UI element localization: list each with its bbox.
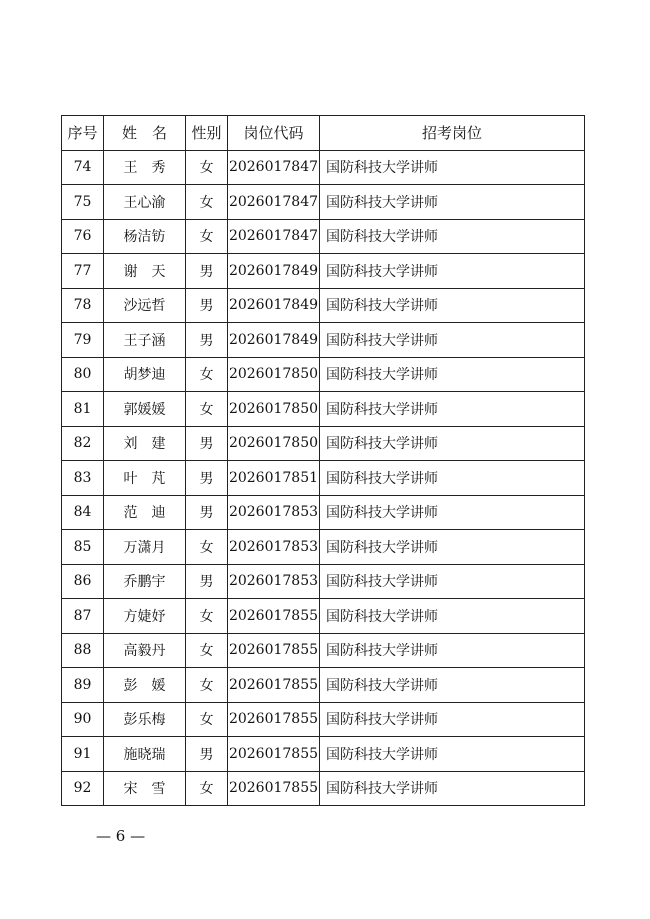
cell-code: 2026017847 — [228, 185, 320, 220]
header-name: 姓 名 — [104, 116, 186, 151]
cell-name: 叶 芃 — [104, 461, 186, 496]
cell-name: 谢 天 — [104, 254, 186, 289]
table-row — [62, 668, 585, 703]
header-index: 序号 — [62, 116, 104, 151]
candidate-table — [61, 115, 585, 806]
table-row — [62, 185, 585, 220]
cell-index: 83 — [62, 461, 104, 496]
cell-gender: 女 — [186, 392, 228, 427]
table-row — [62, 323, 585, 358]
cell-code: 2026017855 — [228, 599, 320, 634]
cell-position: 国防科技大学讲师 — [320, 495, 585, 530]
cell-code: 2026017855 — [228, 668, 320, 703]
cell-position: 国防科技大学讲师 — [320, 219, 585, 254]
cell-gender: 女 — [186, 185, 228, 220]
table-row — [62, 392, 585, 427]
cell-code: 2026017847 — [228, 150, 320, 185]
cell-code: 2026017855 — [228, 633, 320, 668]
cell-code: 2026017849 — [228, 254, 320, 289]
cell-position: 国防科技大学讲师 — [320, 599, 585, 634]
cell-index: 75 — [62, 185, 104, 220]
cell-name: 胡梦迪 — [104, 357, 186, 392]
header-row — [62, 116, 585, 151]
cell-code: 2026017853 — [228, 530, 320, 565]
cell-gender: 男 — [186, 323, 228, 358]
cell-position: 国防科技大学讲师 — [320, 254, 585, 289]
table-row — [62, 150, 585, 185]
cell-name: 方婕妤 — [104, 599, 186, 634]
cell-index: 80 — [62, 357, 104, 392]
cell-gender: 男 — [186, 426, 228, 461]
cell-gender: 女 — [186, 357, 228, 392]
cell-name: 乔鹏宇 — [104, 564, 186, 599]
cell-name: 郭媛媛 — [104, 392, 186, 427]
cell-position: 国防科技大学讲师 — [320, 150, 585, 185]
cell-code: 2026017855 — [228, 702, 320, 737]
cell-name: 宋 雪 — [104, 771, 186, 806]
cell-gender: 女 — [186, 702, 228, 737]
cell-index: 90 — [62, 702, 104, 737]
header-gender: 性别 — [186, 116, 228, 151]
cell-gender: 男 — [186, 495, 228, 530]
cell-position: 国防科技大学讲师 — [320, 185, 585, 220]
cell-name: 杨洁钫 — [104, 219, 186, 254]
table-row — [62, 771, 585, 806]
cell-gender: 男 — [186, 737, 228, 772]
table-row — [62, 737, 585, 772]
table-row — [62, 288, 585, 323]
cell-index: 86 — [62, 564, 104, 599]
table-row — [62, 426, 585, 461]
cell-name: 万潇月 — [104, 530, 186, 565]
cell-code: 2026017850 — [228, 426, 320, 461]
cell-name: 范 迪 — [104, 495, 186, 530]
cell-index: 74 — [62, 150, 104, 185]
header-code: 岗位代码 — [228, 116, 320, 151]
cell-position: 国防科技大学讲师 — [320, 357, 585, 392]
cell-name: 彭 媛 — [104, 668, 186, 703]
cell-index: 92 — [62, 771, 104, 806]
table-row — [62, 219, 585, 254]
cell-code: 2026017849 — [228, 288, 320, 323]
cell-gender: 女 — [186, 150, 228, 185]
cell-position: 国防科技大学讲师 — [320, 426, 585, 461]
cell-code: 2026017847 — [228, 219, 320, 254]
cell-code: 2026017850 — [228, 357, 320, 392]
table-row — [62, 702, 585, 737]
table-row — [62, 461, 585, 496]
table-body — [62, 150, 585, 806]
table-row — [62, 599, 585, 634]
cell-position: 国防科技大学讲师 — [320, 668, 585, 703]
cell-gender: 女 — [186, 668, 228, 703]
cell-index: 76 — [62, 219, 104, 254]
cell-name: 彭乐梅 — [104, 702, 186, 737]
cell-index: 91 — [62, 737, 104, 772]
cell-gender: 男 — [186, 461, 228, 496]
cell-gender: 男 — [186, 288, 228, 323]
cell-code: 2026017850 — [228, 392, 320, 427]
cell-position: 国防科技大学讲师 — [320, 530, 585, 565]
cell-gender: 男 — [186, 564, 228, 599]
cell-code: 2026017855 — [228, 737, 320, 772]
cell-index: 78 — [62, 288, 104, 323]
cell-index: 87 — [62, 599, 104, 634]
cell-position: 国防科技大学讲师 — [320, 392, 585, 427]
table-header — [62, 116, 585, 151]
cell-index: 79 — [62, 323, 104, 358]
table-row — [62, 633, 585, 668]
table-row — [62, 564, 585, 599]
cell-position: 国防科技大学讲师 — [320, 702, 585, 737]
cell-code: 2026017849 — [228, 323, 320, 358]
header-position: 招考岗位 — [320, 116, 585, 151]
cell-index: 82 — [62, 426, 104, 461]
table-row — [62, 530, 585, 565]
cell-index: 89 — [62, 668, 104, 703]
table-row — [62, 495, 585, 530]
cell-position: 国防科技大学讲师 — [320, 771, 585, 806]
cell-name: 王心渝 — [104, 185, 186, 220]
cell-position: 国防科技大学讲师 — [320, 461, 585, 496]
cell-name: 施晓瑞 — [104, 737, 186, 772]
table-row — [62, 254, 585, 289]
cell-index: 84 — [62, 495, 104, 530]
cell-code: 2026017853 — [228, 564, 320, 599]
cell-position: 国防科技大学讲师 — [320, 288, 585, 323]
cell-name: 王 秀 — [104, 150, 186, 185]
cell-index: 85 — [62, 530, 104, 565]
cell-position: 国防科技大学讲师 — [320, 633, 585, 668]
cell-gender: 女 — [186, 530, 228, 565]
cell-gender: 女 — [186, 771, 228, 806]
cell-code: 2026017855 — [228, 771, 320, 806]
cell-position: 国防科技大学讲师 — [320, 564, 585, 599]
cell-name: 刘 建 — [104, 426, 186, 461]
cell-index: 88 — [62, 633, 104, 668]
cell-name: 王子涵 — [104, 323, 186, 358]
cell-code: 2026017853 — [228, 495, 320, 530]
cell-gender: 女 — [186, 219, 228, 254]
cell-name: 沙远哲 — [104, 288, 186, 323]
cell-code: 2026017851 — [228, 461, 320, 496]
page-number: — 6 — — [96, 827, 146, 845]
cell-index: 81 — [62, 392, 104, 427]
cell-position: 国防科技大学讲师 — [320, 323, 585, 358]
table-row — [62, 357, 585, 392]
cell-gender: 女 — [186, 633, 228, 668]
cell-name: 高毅丹 — [104, 633, 186, 668]
cell-gender: 女 — [186, 599, 228, 634]
cell-gender: 男 — [186, 254, 228, 289]
cell-position: 国防科技大学讲师 — [320, 737, 585, 772]
cell-index: 77 — [62, 254, 104, 289]
